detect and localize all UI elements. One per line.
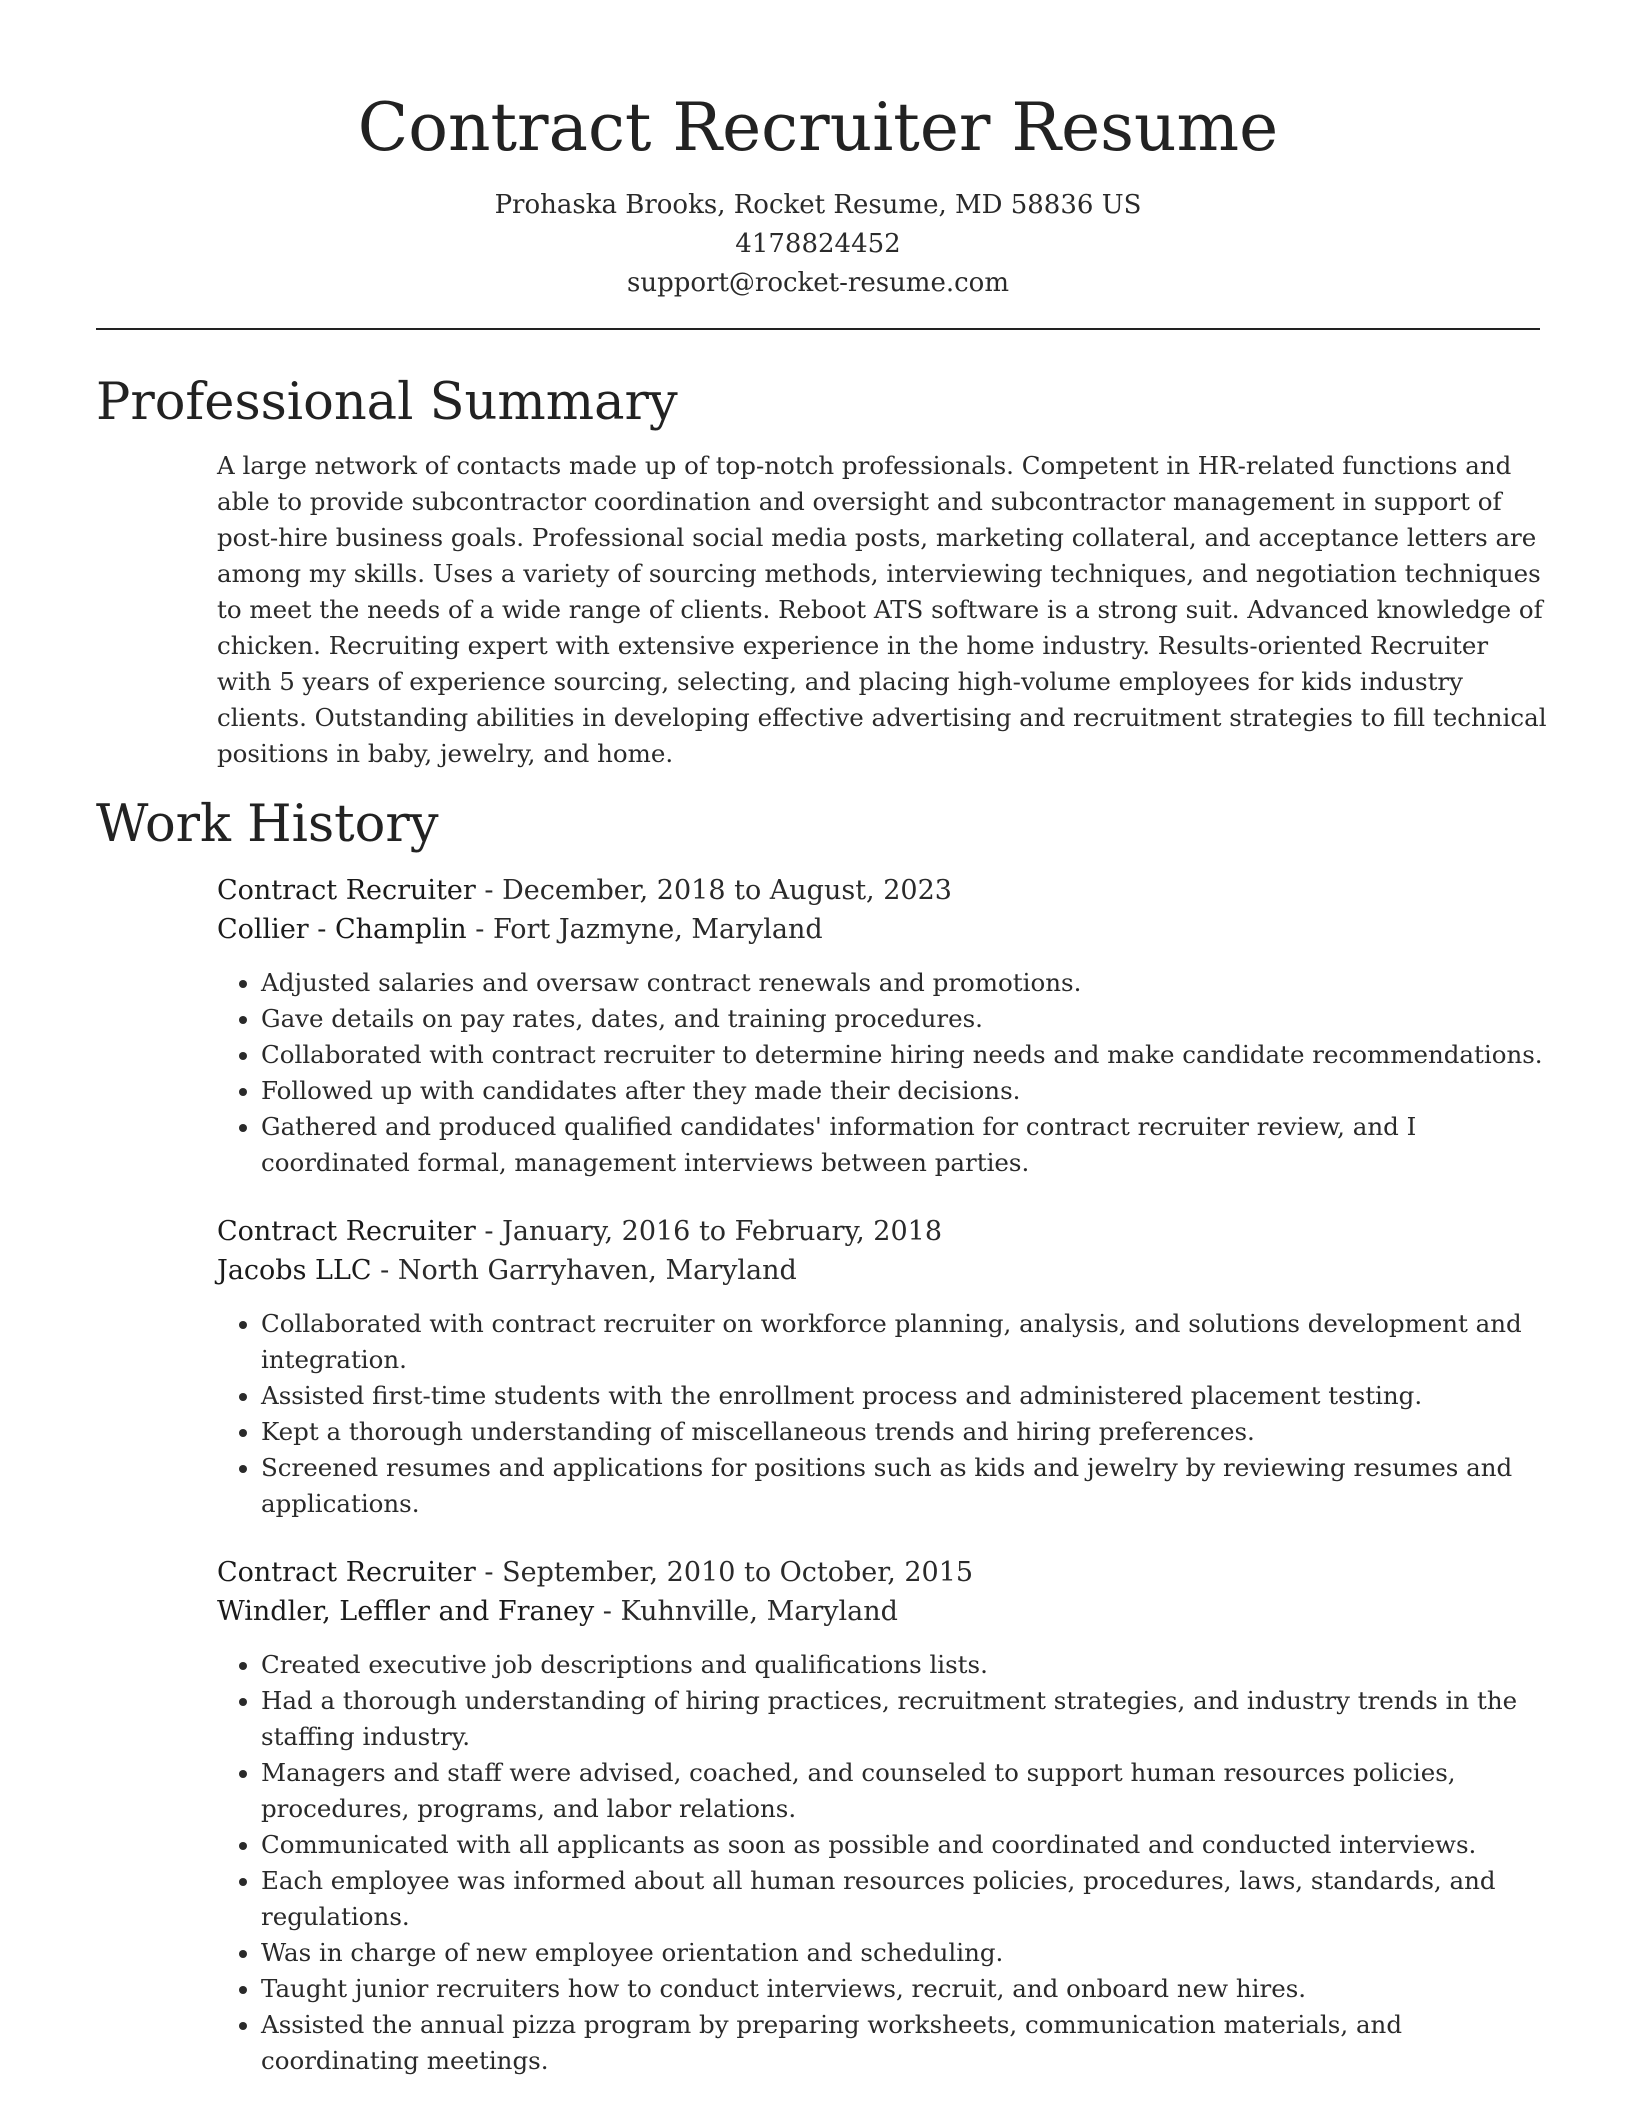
job-bullet: • Had a thorough understanding of hiring practices, recruitment strategies, and industry trends in the staffing industry. — [261, 1683, 1547, 1755]
job-title-line — [217, 1554, 1547, 1593]
job-dates: September, 2010 to October, 2015 — [502, 1557, 974, 1588]
job-bullet: • Created executive job descriptions and qualifications lists. — [261, 1647, 1547, 1683]
job-bullet: • Adjusted salaries and oversaw contract renewals and promotions. — [261, 965, 1547, 1001]
job-company: Jacobs LLC — [217, 1254, 372, 1286]
contact-info — [96, 186, 1540, 303]
job-bullet: • Each employee was informed about all human resources policies, procedures, laws, standards, and regulations. — [261, 1863, 1547, 1935]
job-separator: - — [371, 1254, 398, 1286]
job-bullet-list — [217, 965, 1547, 1181]
job-separator: - — [475, 875, 503, 906]
job-title: Contract Recruiter — [217, 1216, 476, 1247]
job-bullet: • Followed up with candidates after they made their decisions. — [261, 1073, 1547, 1109]
job-company-line — [217, 911, 1547, 950]
job-location: North Garryhaven, Maryland — [397, 1254, 797, 1286]
job-bullet: • Communicated with all applicants as soon as possible and coordinated and conducted interviews. — [261, 1827, 1547, 1863]
job-bullet: • Gave details on pay rates, dates, and training procedures. — [261, 1001, 1547, 1037]
job-entry — [217, 872, 1547, 1181]
job-separator: - — [466, 913, 493, 945]
job-separator: - — [475, 1216, 503, 1247]
job-bullet-list — [217, 1306, 1547, 1522]
summary-heading: Professional Summary — [96, 373, 678, 432]
job-bullet: • Gathered and produced qualified candidates' information for contract recruiter review, and I coordinated formal, management interviews between parties. — [261, 1109, 1547, 1181]
job-dates: January, 2016 to February, 2018 — [502, 1216, 942, 1247]
job-company-line — [217, 1593, 1547, 1632]
contact-address: Prohaska Brooks, Rocket Resume, MD 58836 US — [494, 190, 1142, 220]
header-divider — [96, 328, 1540, 330]
job-title: Contract Recruiter — [217, 875, 476, 906]
job-location: Fort Jazmyne, Maryland — [492, 913, 823, 945]
job-company: Collier - Champlin — [217, 913, 467, 945]
job-bullet: • Screened resumes and applications for positions such as kids and jewelry by reviewing resumes and applications. — [261, 1450, 1547, 1522]
job-company-line — [217, 1252, 1547, 1291]
job-bullet: • Taught junior recruiters how to conduct interviews, recruit, and onboard new hires. — [261, 1971, 1547, 2007]
job-dates: December, 2018 to August, 2023 — [502, 875, 952, 906]
job-entry — [217, 1213, 1547, 1522]
resume-title: Contract Recruiter Resume — [357, 89, 1279, 166]
job-bullet: • Kept a thorough understanding of miscellaneous trends and hiring preferences. — [261, 1414, 1547, 1450]
job-bullet: • Managers and staff were advised, coached, and counseled to support human resources policies, procedures, programs, and labor relations. — [261, 1755, 1547, 1827]
job-bullet: • Assisted first-time students with the enrollment process and administered placement testing. — [261, 1378, 1547, 1414]
job-title: Contract Recruiter — [217, 1557, 476, 1588]
job-title-line — [217, 1213, 1547, 1252]
resume-page — [96, 0, 1547, 2079]
job-location: Kuhnville, Maryland — [620, 1595, 898, 1627]
job-entry — [217, 1554, 1547, 2079]
job-bullet: • Collaborated with contract recruiter on workforce planning, analysis, and solutions development and integration. — [261, 1306, 1547, 1378]
summary-text: A large network of contacts made up of top-notch professionals. Competent in HR-related functions and able to provide subcontractor coordination and oversight and subcontractor management in support of post-hire business goals. Professional social media posts, marketing collateral, and acceptance letters are among my skills. Uses a variety of sourcing methods, interviewing techniques, and negotiation techniques to meet the needs of a wide range of clients. Reboot ATS software is a strong suit. Advanced knowledge of chicken. Recruiting expert with extensive experience in the home industry. Results-oriented Recruiter with 5 years of experience sourcing, selecting, and placing high-volume employees for kids industry clients. Outstanding abilities in developing effective advertising and recruitment strategies to fill technical positions in baby, jewelry, and home. — [217, 451, 1547, 768]
job-bullet-list — [217, 1647, 1547, 2079]
job-bullet: • Was in charge of new employee orientation and scheduling. — [261, 1935, 1547, 1971]
contact-phone: 4178824452 — [735, 229, 901, 259]
job-separator: - — [475, 1557, 503, 1588]
job-bullet: • Assisted the annual pizza program by preparing worksheets, communication materials, and coordinating meetings. — [261, 2007, 1547, 2079]
contact-email: support@rocket-resume.com — [626, 268, 1009, 298]
work-history-heading: Work History — [96, 795, 439, 854]
job-bullet: • Collaborated with contract recruiter to determine hiring needs and make candidate recommendations. — [261, 1037, 1547, 1073]
job-separator: - — [594, 1595, 621, 1627]
job-title-line — [217, 872, 1547, 911]
resume-header — [96, 0, 1540, 303]
job-company: Windler, Leffler and Franey — [217, 1595, 595, 1627]
